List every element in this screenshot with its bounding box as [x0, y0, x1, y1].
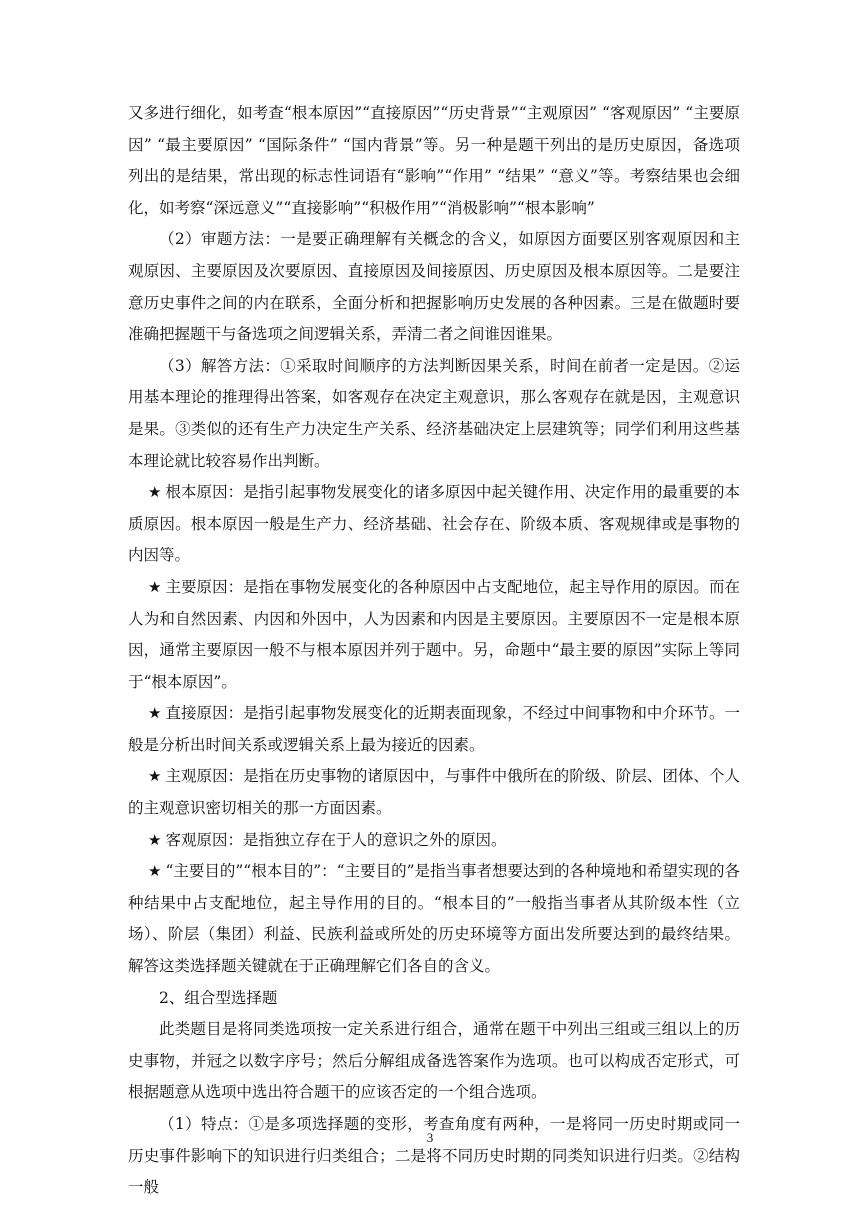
star-icon: ★: [148, 704, 162, 723]
paragraph-combination-intro: 此类题目是将同类选项按一定关系进行组合，通常在题干中列出三组或三组以上的历史事物，并冠之以数字序号；然后分解组成备选答案作为选项。也可以构成否定形式，可根据题意从选项中选出符合题干的应该否定的一个组合选项。: [128, 1020, 740, 1102]
paragraph-text: 主要原因：是指在事物发展变化的各种原因中占支配地位，起主导作用的原因。而在人为和自然因素、内因和外因中，人为因素和内因是主要原因。主要原因不一定是根本原因，通常主要原因一般不与根本原因并列于题中。另，命题中“最主要的原因”实际上等同于“根本原因”。: [128, 577, 740, 691]
paragraph-subjective-cause: [128, 761, 740, 824]
document-body: [128, 98, 740, 1204]
paragraph-text: “主要目的”“根本目的”：“主要目的”是指当事者想要达到的各种境地和希望实现的各种结果中占支配地位，起主导作用的目的。“根本目的”一般指当事者从其阶级本性（立场）、阶层（集团）利益、民族利益或所处的历史环境等方面出发所要达到的最终结果。解答这类选择题关键就在于正确理解它们各自的含义。: [128, 862, 741, 976]
paragraph-continuation: 又多进行细化，如考查“根本原因”“直接原因”“历史背景”“主观原因” “客观原因” “主要原因” “最主要原因” “国际条件” “国内背景”等。另一种是题干列出的是历史原因，备选项列出的是结果，常出现的标志性词语有“影响”“作用” “结果” “意义”等。考察结果也会细化，如考察“深远意义”“直接影响”“积极作用”“消极影响”“根本影响”: [128, 104, 740, 217]
paragraph-text: 客观原因：是指独立存在于人的意识之外的原因。: [165, 830, 507, 849]
paragraph-direct-cause: [128, 698, 740, 761]
star-icon: ★: [148, 830, 162, 849]
paragraph-review-method: （2）审题方法：一是要正确理解有关概念的含义，如原因方面要区别客观原因和主观原因、主要原因及次要原因、直接原因及间接原因、历史原因及根本原因等。二是要注意历史事件之间的内在联系，全面分析和把握影响历史发展的各种因素。三是在做题时要准确把握题干与备选项之间逻辑关系，弄清二者之间谁因谁果。: [128, 230, 740, 344]
paragraph-text: 直接原因：是指引起事物发展变化的近期表面现象，不经过中间事物和中介环节。一般是分析出时间关系或逻辑关系上最为接近的因素。: [128, 704, 740, 754]
star-icon: ★: [148, 767, 162, 786]
page-number: 3: [426, 1130, 434, 1145]
star-icon: ★: [148, 862, 162, 881]
star-icon: ★: [148, 483, 162, 502]
paragraph-features: （1）特点：①是多项选择题的变形，考查角度有两种，一是将同一历史时期或同一历史事件影响下的知识进行归类组合；二是将不同历史时期的同类知识进行归类。②结构一般: [128, 1115, 740, 1197]
paragraph-main-cause: [128, 572, 740, 698]
paragraph-text: 根本原因：是指引起事物发展变化的诸多原因中起关键作用、决定作用的最重要的本质原因。根本原因一般是生产力、经济基础、社会存在、阶级本质、客观规律或是事物的内因等。: [128, 483, 740, 565]
paragraph-objective-cause: [128, 825, 740, 857]
star-icon: ★: [148, 577, 162, 596]
paragraph-text: 主观原因：是指在历史事物的诸原因中，与事件中俄所在的阶级、阶层、团体、个人的主观意识密切相关的那一方面因素。: [128, 767, 740, 818]
paragraph-answer-method: （3）解答方法：①采取时间顺序的方法判断因果关系，时间在前者一定是因。②运用基本理论的推理得出答案，如客观存在决定主观意识，那么客观存在就是因，主观意识是果。③类似的还有生产力决定生产关系、经济基础决定上层建筑等；同学们利用这些基本理论就比较容易作出判断。: [128, 356, 740, 470]
paragraph-root-cause: [128, 477, 740, 572]
paragraph-main-purpose: [128, 856, 740, 982]
section-heading-combination: 2、组合型选择题: [159, 988, 278, 1007]
